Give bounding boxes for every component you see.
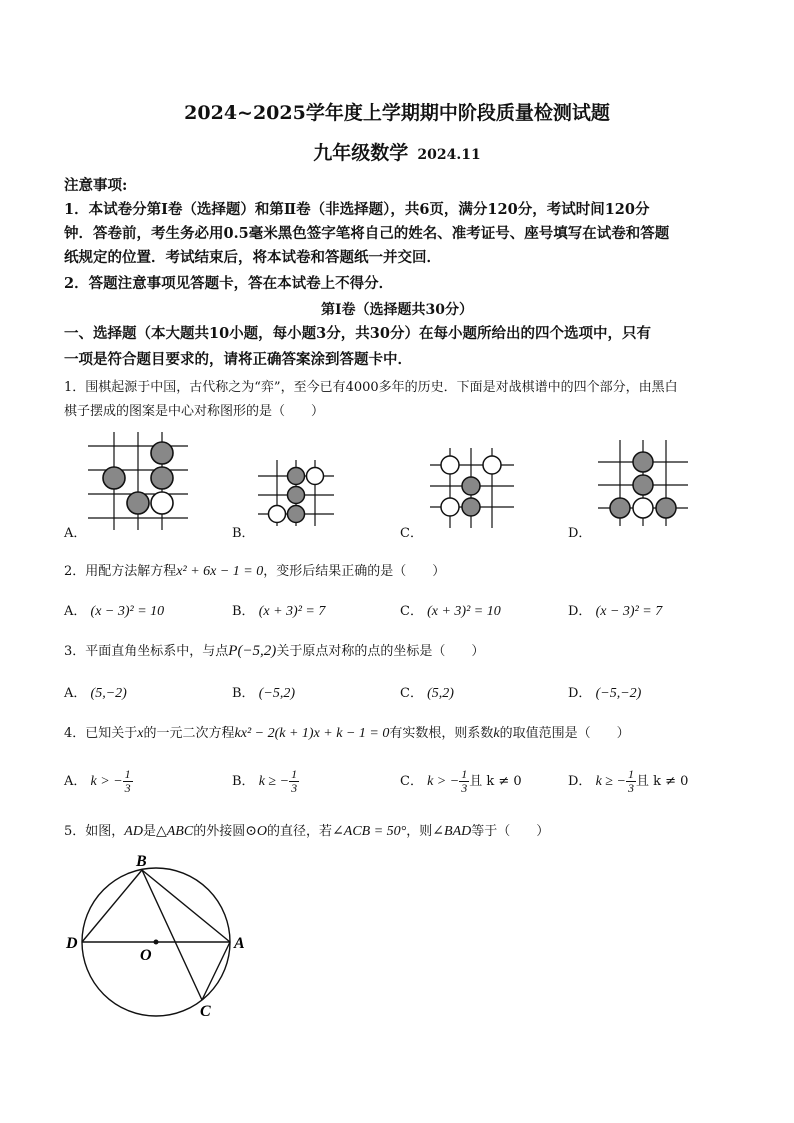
q4-option-a <box>64 768 133 795</box>
q5-stem-mid: 是 <box>142 824 156 839</box>
q2-option-a-label: A． <box>64 604 87 619</box>
segment-ac <box>202 942 230 1000</box>
q4-option-d-frac <box>626 768 636 795</box>
notice-item1-line1: 1．本试卷分第Ⅰ卷（选择题）和第Ⅱ卷（非选择题），共6页，满分120分，考试时间120分 <box>64 201 650 218</box>
q5-circle-figure <box>60 850 260 1020</box>
q1-label-a: A． <box>64 526 87 541</box>
exam-subtitle <box>0 138 794 165</box>
q5-circle: ⊙O <box>245 824 268 839</box>
q3-option-d-label: D． <box>568 686 592 701</box>
segment-ba <box>142 870 230 942</box>
q4-equation: kx² − 2(k + 1)x + k − 1 = 0 <box>234 726 390 741</box>
stone-white <box>307 468 324 485</box>
stone-black <box>610 498 630 518</box>
exam-title: 2024~2025学年度上学期期中阶段质量检测试题 <box>184 102 610 124</box>
q2-stem-prefix: 2．用配方法解方程 <box>64 564 177 579</box>
q3-option-b <box>232 682 295 702</box>
q2-option-c-text: (x + 3)² = 10 <box>427 604 501 619</box>
frac-numerator: 1 <box>461 767 468 781</box>
frac-denominator: 3 <box>124 781 131 795</box>
subtitle-date: 2024.11 <box>417 147 481 163</box>
q4-stem <box>64 722 630 742</box>
stone-white <box>151 492 173 514</box>
q3-option-a-text: (5,−2) <box>90 686 127 701</box>
stone-black <box>288 487 305 504</box>
section1-heading: 第Ⅰ卷（选择题共30分） <box>320 302 474 318</box>
q2-equation: x² + 6x − 1 = 0 <box>176 564 264 579</box>
stone-black <box>151 467 173 489</box>
q3-option-b-text: (−5,2) <box>258 686 295 701</box>
q1-stem-line1: 1．围棋起源于中国，古代称之为“弈”，至今已有4000多年的历史．下面是对战棋谱中的四个部分，由黑白 <box>64 380 678 395</box>
q5-stem <box>64 820 549 840</box>
q5-stem-mid3: 的直径，若 <box>267 824 333 839</box>
q4-option-c <box>400 768 522 795</box>
frac-numerator: 1 <box>124 767 131 781</box>
q2-option-d-label: D． <box>568 604 592 619</box>
q1-label-b: B． <box>232 526 255 541</box>
q5-stem-mid2: 的外接圆 <box>193 824 246 839</box>
q1-figure-d <box>598 440 688 526</box>
stone-black <box>462 498 480 516</box>
q4-option-d-label: D． <box>568 774 592 789</box>
q3-option-b-label: B． <box>232 686 255 701</box>
q4-option-c-frac <box>459 768 469 795</box>
q2-option-b-text: (x + 3)² = 7 <box>258 604 326 619</box>
q1-figure-c <box>430 448 514 528</box>
q4-k: k <box>493 726 500 741</box>
q1-label-c: C． <box>400 526 423 541</box>
q3-option-a-label: A． <box>64 686 87 701</box>
stone-black <box>103 467 125 489</box>
stone-black <box>151 442 173 464</box>
stone-black <box>656 498 676 518</box>
q5-stem-mid4: ，则 <box>406 824 433 839</box>
q5-ad: AD <box>124 824 143 839</box>
center-point <box>154 940 159 945</box>
notice-item1-line2: 钟．答卷前，考生务必用0.5毫米黑色签字笔将自己的姓名、准考证号、座号填写在试卷和答题 <box>64 225 670 242</box>
stone-black <box>288 468 305 485</box>
q2-option-b-label: B． <box>232 604 255 619</box>
q4-option-a-label: A． <box>64 774 87 789</box>
q5-ask: ∠BAD <box>432 824 472 839</box>
q4-stem-mid2: 有实数根，则系数 <box>389 726 494 741</box>
q4-option-d-rel: k ≥ − <box>595 774 626 789</box>
subtitle-text: 九年级数学 <box>313 142 409 164</box>
q1-label-d: D． <box>568 526 592 541</box>
stone-white <box>483 456 501 474</box>
q2-option-c-label: C． <box>400 604 423 619</box>
q4-option-d-tail: 且 k ≠ 0 <box>635 774 689 789</box>
q2-stem <box>64 560 445 580</box>
q5-stem-prefix: 5．如图， <box>64 824 125 839</box>
q4-option-d <box>568 768 688 795</box>
stone-black <box>288 506 305 523</box>
q4-stem-suffix: 的取值范围是（ ） <box>499 726 630 741</box>
stone-black <box>462 477 480 495</box>
q3-option-c-text: (5,2) <box>427 686 454 701</box>
label-o: O <box>140 947 152 964</box>
q3-option-d-text: (−5,−2) <box>595 686 642 701</box>
q2-option-a <box>64 600 164 620</box>
q2-option-b <box>232 600 325 620</box>
notice-item2: 2．答题注意事项见答题卡，答在本试卷上不得分． <box>64 275 394 292</box>
q5-angle: ∠ACB = 50° <box>332 824 407 839</box>
frac-denominator: 3 <box>291 781 298 795</box>
stone-white <box>269 506 286 523</box>
q3-option-a <box>64 682 127 702</box>
q2-option-d <box>568 600 662 620</box>
q3-stem <box>64 640 484 660</box>
frac-numerator: 1 <box>627 767 634 781</box>
q5-triangle: △ABC <box>155 824 194 839</box>
q3-option-c <box>400 682 454 702</box>
q3-option-d <box>568 682 641 702</box>
label-a: A <box>234 935 245 952</box>
section1-instr-line2: 一项是符合题目要求的，请将正确答案涂到答题卡中． <box>64 351 412 368</box>
notice-item1-line3: 纸规定的位置．考试结束后，将本试卷和答题纸一并交回． <box>64 249 441 266</box>
label-d: D <box>66 935 78 952</box>
frac-denominator: 3 <box>461 781 468 795</box>
q4-option-b <box>232 768 299 795</box>
label-c: C <box>200 1003 211 1020</box>
segment-bc <box>142 870 202 1000</box>
q4-option-a-frac <box>123 768 133 795</box>
frac-denominator: 3 <box>627 781 634 795</box>
q2-stem-suffix: ，变形后结果正确的是（ ） <box>263 564 446 579</box>
notice-heading: 注意事项: <box>64 177 128 194</box>
q2-option-d-text: (x − 3)² = 7 <box>595 604 663 619</box>
q3-option-c-label: C． <box>400 686 423 701</box>
stone-black <box>633 452 653 472</box>
q4-var: x <box>137 726 144 741</box>
q3-stem-prefix: 3．平面直角坐标系中，与点 <box>64 644 229 659</box>
stone-white <box>441 456 459 474</box>
q4-option-a-rel: k > − <box>90 774 123 789</box>
q3-stem-suffix: 关于原点对称的点的坐标是（ ） <box>276 644 485 659</box>
section1-instr-line1: 一、选择题（本大题共10小题，每小题3分，共30分）在每小题所给出的四个选项中，只有 <box>64 325 651 342</box>
frac-numerator: 1 <box>291 767 298 781</box>
q1-figure-a <box>88 432 188 530</box>
q4-option-c-tail: 且 k ≠ 0 <box>469 774 522 789</box>
q2-option-a-text: (x − 3)² = 10 <box>90 604 165 619</box>
q2-option-c <box>400 600 501 620</box>
stone-black <box>127 492 149 514</box>
q4-option-b-frac <box>289 768 299 795</box>
q4-stem-mid: 的一元二次方程 <box>143 726 235 741</box>
q4-option-b-label: B． <box>232 774 255 789</box>
q1-figure-b <box>258 460 334 526</box>
label-b: B <box>136 853 147 870</box>
q5-stem-suffix: 等于（ ） <box>471 824 550 839</box>
stone-white <box>633 498 653 518</box>
q3-point: P(−5,2) <box>228 643 277 659</box>
stone-white <box>441 498 459 516</box>
stone-black <box>633 475 653 495</box>
q4-option-c-rel: k > − <box>427 774 460 789</box>
q4-option-c-label: C． <box>400 774 423 789</box>
q1-stem-line2: 棋子摆成的图案是中心对称图形的是（ ） <box>64 404 325 419</box>
q4-option-b-rel: k ≥ − <box>258 774 290 789</box>
q4-stem-prefix: 4．已知关于 <box>64 726 138 741</box>
